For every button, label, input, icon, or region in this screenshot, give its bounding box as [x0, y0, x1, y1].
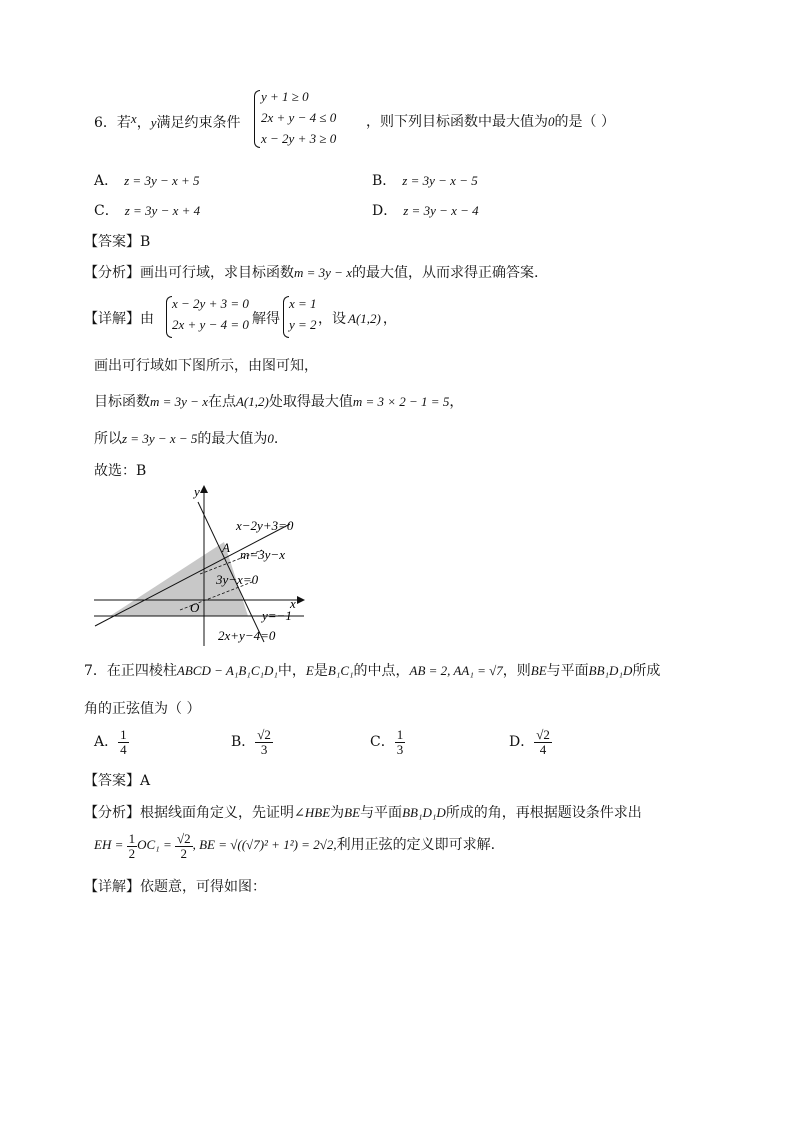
label-line-2: m=3y−x [240, 547, 285, 562]
q6-system1-eq2: 2x + y − 4 = 0 [172, 317, 249, 332]
label-line-4: y=−1 [262, 608, 292, 623]
q6-stem-end: ，则下列目标函数中最大值为0的是（ ） [366, 114, 615, 130]
label-y-axis: y [194, 484, 200, 499]
q6-option-a: A． z = 3y − x + 5 [94, 173, 200, 189]
q6-system2-eq1: x = 1 [289, 296, 317, 311]
q6-option-b: B． z = 3y − x − 5 [372, 173, 478, 189]
q6-analysis: 【分析】画出可行域，求目标函数m = 3y − x的最大值，从而求得正确答案. [84, 265, 539, 281]
q7-option-b: B． $\frac{√2}{3}$ [231, 727, 271, 757]
q6-constraint-2: 2x + y − 4 ≤ 0 [261, 110, 337, 125]
feasible-region-figure [90, 482, 320, 648]
q6-option-d: D． z = 3y − x − 4 [372, 203, 479, 219]
q6-option-c: C． z = 3y − x + 4 [94, 203, 201, 219]
q7-analysis-line2: EH = $\frac{1}{2}$ OC₁ = $\frac{√2}{2}$ , BE = √((√7)² + 1²) = 2√2,利用正弦的定义即可求解. [94, 831, 496, 861]
q6-answer: 【答案】B [84, 234, 151, 250]
q6-stem: 6．若x，y满足约束条件 [94, 111, 241, 131]
q6-system1-eq1: x − 2y + 3 = 0 [172, 296, 249, 311]
q6-line3: 目标函数m = 3y − x在点A(1,2)处取得最大值m = 3 × 2 − 1 = 5， [94, 394, 464, 410]
q7-option-a: A． $\frac{1}{4}$ [94, 727, 127, 757]
q6-system2-eq2: y = 2 [289, 317, 317, 332]
q6-line4: 所以z = 3y − x − 5的最大值为0. [94, 431, 279, 447]
q7-stem-line1: 7．在正四棱柱ABCD − A₁B₁C₁D₁中，E是B₁C₁的中点，AB = 2, AA₁ = √7，则BE与平面BB₁D₁D所成 [84, 663, 661, 679]
q6-set-point: ，设 A(1,2) ， [318, 311, 397, 327]
q7-answer: 【答案】A [84, 773, 151, 789]
label-origin: O [190, 600, 200, 615]
q6-solve-label: 解得 [252, 311, 280, 327]
q6-choose: 故选：B [94, 463, 147, 479]
q7-stem-line2: 角的正弦值为（ ） [84, 701, 201, 717]
q6-brace [254, 90, 260, 148]
label-line-1: x−2y+3=0 [236, 518, 294, 533]
label-x-axis: x [290, 596, 296, 611]
q6-constraint-1: y + 1 ≥ 0 [261, 89, 309, 104]
q6-constraint-3: x − 2y + 3 ≥ 0 [261, 131, 337, 146]
label-line-3: 3y−x=0 [216, 572, 259, 587]
q7-analysis-line1: 【分析】根据线面角定义，先证明∠HBE为BE与平面BB₁D₁D所成的角，再根据题设条件求出 [84, 805, 642, 821]
q6-line2: 画出可行域如下图所示，由图可知， [94, 358, 318, 374]
q7-detail: 【详解】依题意，可得如图： [84, 879, 266, 895]
q6-detail-tag: 【详解】由 [84, 311, 154, 327]
label-line-5: 2x+y−4=0 [218, 628, 276, 643]
q7-option-d: D． $\frac{√2}{4}$ [509, 727, 550, 757]
label-point-a: A [222, 540, 230, 555]
q7-option-c: C． $\frac{1}{3}$ [370, 727, 404, 757]
